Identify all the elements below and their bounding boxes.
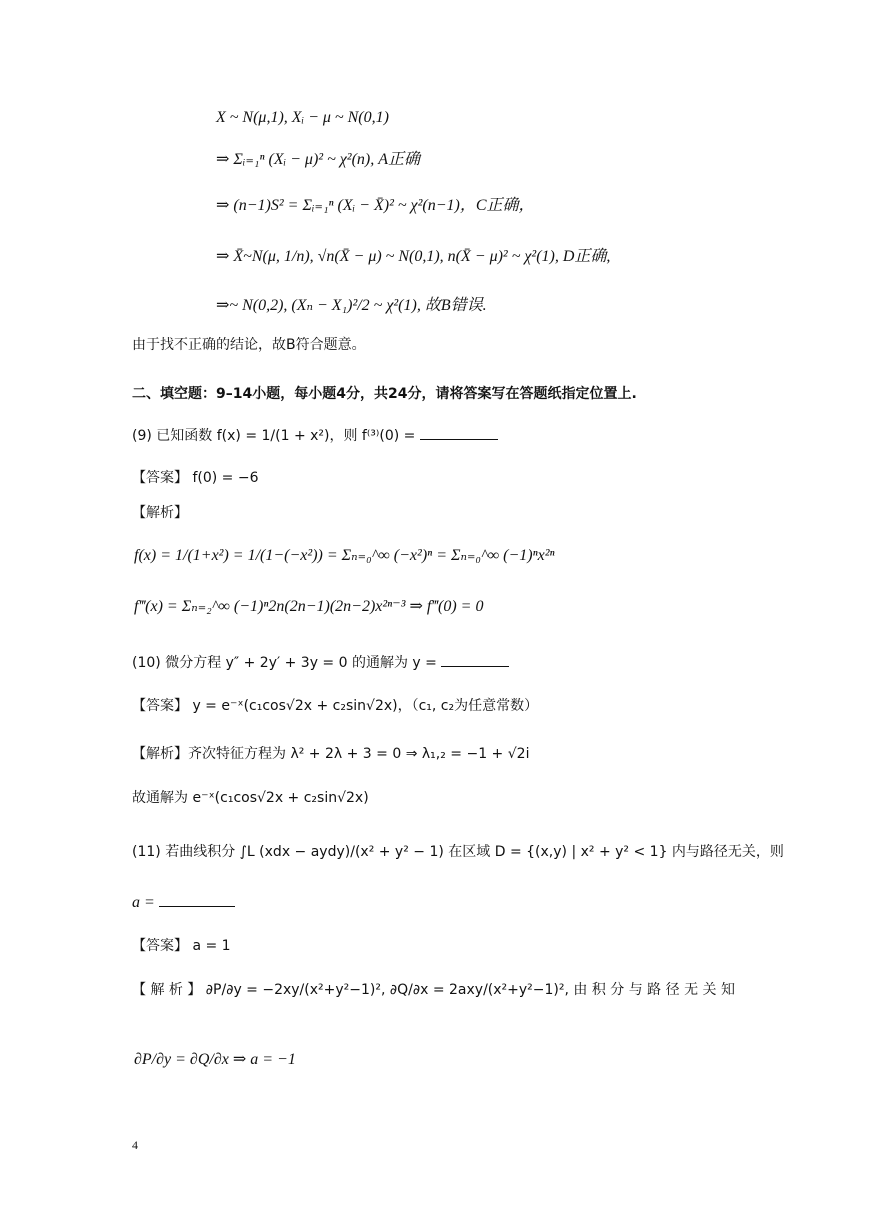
solution-line-2: ⇒ Σᵢ₌₁ⁿ (Xᵢ − μ)² ~ χ²(n), A正确: [216, 151, 421, 168]
analysis-11-line-2: ∂P/∂y = ∂Q/∂x ⇒ a = −1: [134, 1051, 296, 1068]
answer-9: 【答案】 f(0) = −6: [132, 470, 259, 486]
conclusion-text: 由于找不正确的结论，故B符合题意。: [132, 337, 366, 353]
question-11-line-2: [132, 893, 235, 912]
page-number: 4: [132, 1138, 138, 1152]
question-11-a-label: a =: [132, 894, 155, 911]
answer-11: 【答案】 a = 1: [132, 938, 231, 954]
analysis-9-line-1: f(x) = 1/(1+x²) = 1/(1−(−x²)) = Σₙ₌₀^∞ (−x²)ⁿ = Σₙ₌₀^∞ (−1)ⁿx²ⁿ: [134, 547, 555, 564]
question-10: [132, 655, 509, 672]
analysis-11: 【 解 析 】 ∂P/∂y = −2xy/(x²+y²−1)², ∂Q/∂x = 2axy/(x²+y²−1)², 由 积 分 与 路 径 无 关 知: [132, 982, 735, 998]
question-9: [132, 428, 498, 445]
question-9-text: (9) 已知函数 f(x) = 1/(1 + x²)，则 f⁽³⁾(0) =: [132, 428, 416, 444]
analysis-10-line-2: 故通解为 e⁻ˣ(c₁cos√2x + c₂sin√2x): [132, 790, 369, 806]
answer-blank-9: [420, 438, 498, 440]
analysis-label-9: 【解析】: [132, 505, 188, 521]
answer-10: 【答案】 y = e⁻ˣ(c₁cos√2x + c₂sin√2x)，（c₁, c₂为任意常数）: [132, 698, 539, 714]
answer-blank-11: [159, 905, 235, 907]
question-10-text: (10) 微分方程 y″ + 2y′ + 3y = 0 的通解为 y =: [132, 655, 437, 671]
section-heading: 二、填空题：9–14小题，每小题4分，共24分，请将答案写在答题纸指定位置上.: [132, 386, 637, 402]
solution-line-4: ⇒ X̄~N(μ, 1/n), √n(X̄ − μ) ~ N(0,1), n(X̄ − μ)² ~ χ²(1), D正确,: [216, 248, 611, 265]
answer-blank-10: [441, 665, 509, 667]
analysis-9-line-2: f‴(x) = Σₙ₌₂^∞ (−1)ⁿ2n(2n−1)(2n−2)x²ⁿ⁻³ ⇒ f‴(0) = 0: [134, 598, 484, 615]
solution-line-5: ⇒~ N(0,2), (Xₙ − X₁)²/2 ~ χ²(1), 故B错误.: [216, 297, 487, 314]
solution-line-1: X ~ N(μ,1), Xᵢ − μ ~ N(0,1): [216, 109, 389, 126]
analysis-10: 【解析】齐次特征方程为 λ² + 2λ + 3 = 0 ⇒ λ₁,₂ = −1 + √2i: [132, 746, 530, 762]
question-11: (11) 若曲线积分 ∫L (xdx − aydy)/(x² + y² − 1) 在区域 D = {(x,y) | x² + y² < 1} 内与路径无关，则: [132, 844, 784, 860]
solution-line-3: ⇒ (n−1)S² = Σᵢ₌₁ⁿ (Xᵢ − X̄)² ~ χ²(n−1)，C正确，: [216, 197, 535, 214]
